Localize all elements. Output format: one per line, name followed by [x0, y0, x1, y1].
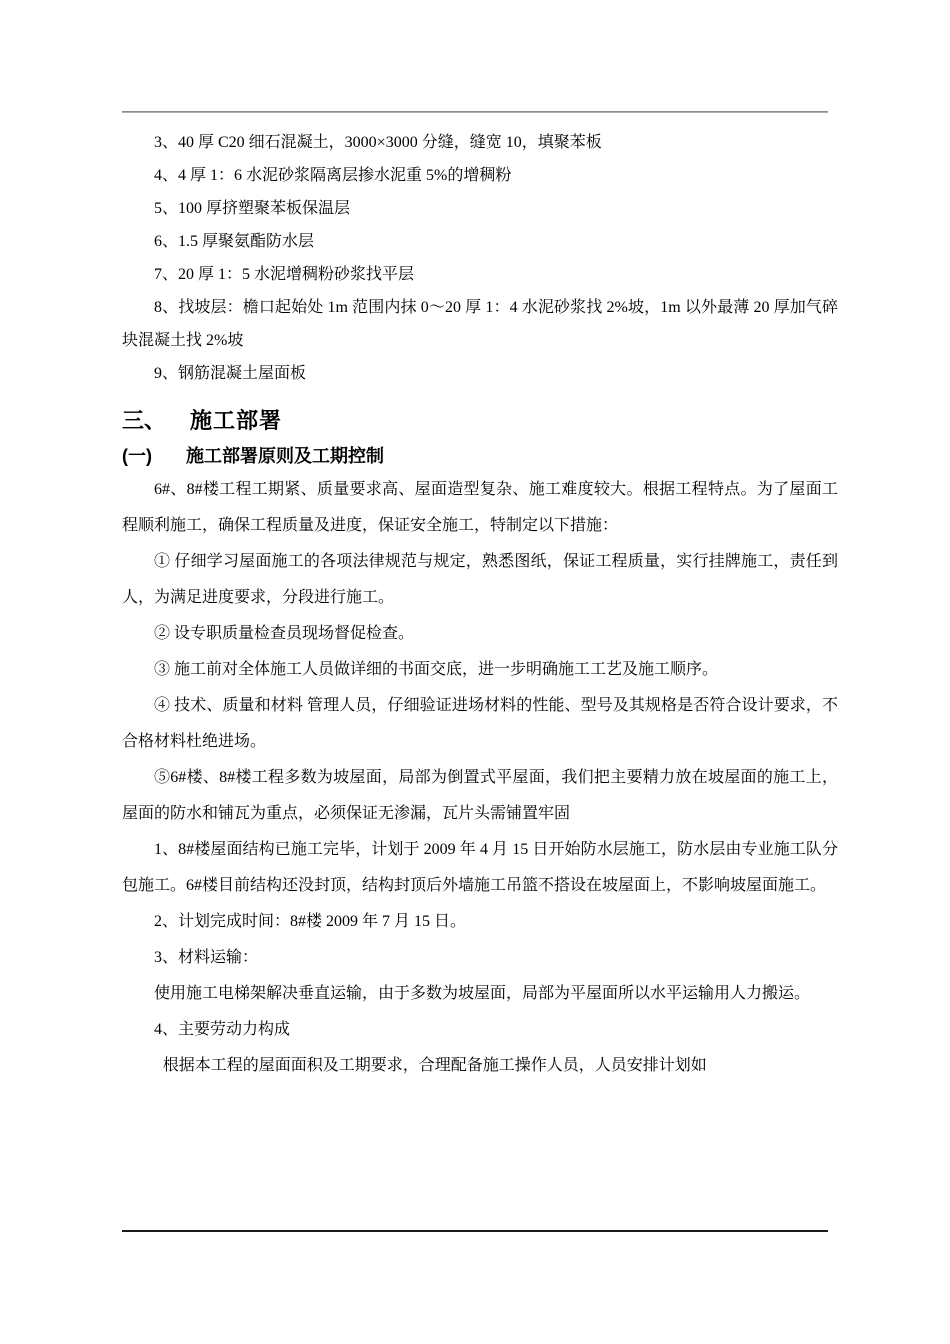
- paragraph: ⑤6#楼、8#楼工程多数为坡屋面，局部为倒置式平屋面，我们把主要精力放在坡屋面的施工上，屋面的防水和铺瓦为重点，必须保证无渗漏，瓦片头需铺置牢固: [122, 769, 838, 822]
- paragraph: 2、计划完成时间：8#楼 2009 年 7 月 15 日。: [154, 913, 467, 930]
- paragraph: ④ 技术、质量和材料 管理人员，仔细验证进场材料的性能、型号及其规格是否符合设计要求，不合格材料杜绝进场。: [122, 697, 838, 750]
- paragraph: 根据本工程的屋面面积及工期要求，合理配备施工操作人员，人员安排计划如: [162, 1057, 707, 1074]
- paragraph: ③ 施工前对全体施工人员做详细的书面交底，进一步明确施工工艺及施工顺序。: [154, 661, 719, 678]
- paragraph: 1、8#楼屋面结构已施工完毕，计划于 2009 年 4 月 15 日开始防水层施工，防水层由专业施工队分包施工。6#楼目前结构还没封顶，结构封顶后外墙施工吊篮不搭设在坡屋面上，不影响坡屋面施工。: [122, 841, 838, 894]
- heading-number: (一): [122, 446, 152, 466]
- list-item: 6、1.5 厚聚氨酯防水层: [154, 233, 315, 250]
- list-item: 3、40 厚 C20 细石混凝土，3000×3000 分缝，缝宽 10，填聚苯板: [154, 134, 602, 151]
- paragraph: 4、主要劳动力构成: [154, 1021, 291, 1038]
- paragraph: ② 设专职质量检查员现场督促检查。: [154, 625, 415, 642]
- paragraph: ① 仔细学习屋面施工的各项法律规范与规定，熟悉图纸，保证工程质量，实行挂牌施工，责任到人，为满足进度要求，分段进行施工。: [122, 553, 838, 606]
- heading-number: 三、: [122, 408, 167, 433]
- list-item: 8、找坡层：檐口起始处 1m 范围内抹 0～20 厚 1：4 水泥砂浆找 2%坡，1m 以外最薄 20 厚加气碎块混凝土找 2%坡: [122, 299, 838, 349]
- list-item: 5、100 厚挤塑聚苯板保温层: [154, 200, 351, 217]
- list-item: 9、钢筋混凝土屋面板: [154, 365, 307, 382]
- list-item: 7、20 厚 1：5 水泥增稠粉砂浆找平层: [154, 266, 415, 283]
- document-content: [122, 126, 838, 1084]
- footer-rule: [122, 1230, 828, 1232]
- list-item: 4、4 厚 1：6 水泥砂浆隔离层掺水泥重 5%的增稠粉: [154, 167, 512, 184]
- header-rule: [122, 111, 828, 113]
- heading-text: 施工部署: [190, 408, 283, 433]
- paragraph: 使用施工电梯架解决垂直运输，由于多数为坡屋面，局部为平屋面所以水平运输用人力搬运。: [154, 985, 811, 1002]
- heading-text: 施工部署原则及工期控制: [186, 446, 384, 466]
- paragraph: 3、材料运输：: [154, 949, 259, 966]
- section-heading: [122, 404, 838, 438]
- subsection-heading: [122, 442, 838, 470]
- paragraph: 6#、8#楼工程工期紧、质量要求高、屋面造型复杂、施工难度较大。根据工程特点。为了屋面工程顺利施工，确保工程质量及进度，保证安全施工，特制定以下措施：: [122, 481, 838, 534]
